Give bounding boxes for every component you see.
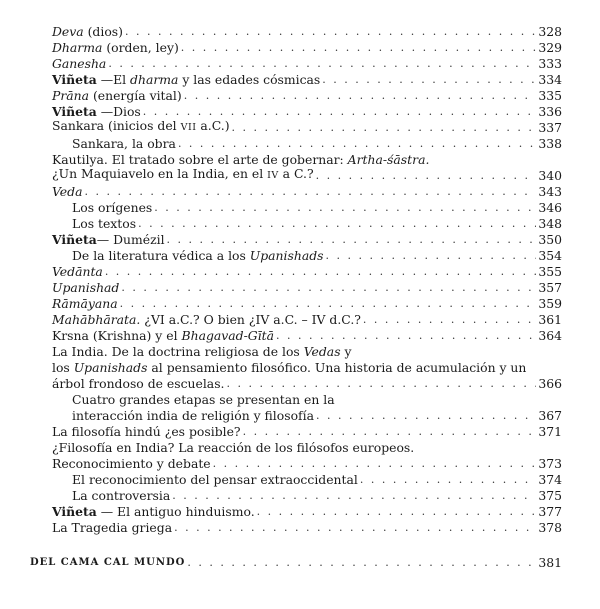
toc-entry [52,168,562,184]
page-number: 367 [538,408,562,423]
entry-title: La India. De la doctrina religiosa de los Vedas y [52,344,352,359]
toc-entry [52,56,562,72]
dot-leader [363,312,536,328]
page-number: 340 [538,168,562,183]
entry-title: Krsna (Krishna) y el Bhagavad-Gītā [52,328,275,343]
page-number: 337 [538,120,562,135]
dot-leader [184,88,537,104]
toc-entry [52,440,562,456]
toc-entry [72,408,562,424]
toc-entry [52,424,562,440]
page-number: 350 [538,232,562,247]
page-number: 373 [538,456,562,471]
page-number: 338 [538,136,562,151]
entry-title: Viñeta — El antiguo hinduismo. [52,504,255,519]
toc-entry [52,264,562,280]
dot-leader [84,184,536,200]
entry-title: Cuatro grandes etapas se presentan en la [72,392,335,407]
entry-title: interacción india de religión y filosofía [72,408,314,423]
page-number: 359 [538,296,562,311]
footer-page-number: 381 [538,555,562,570]
dot-leader [174,520,536,536]
entry-title: ¿Un Maquiavelo en la India, en el IV a C.? [52,166,314,181]
page-number: 328 [538,24,562,39]
page-number: 334 [538,72,562,87]
entry-title: Rāmāyana [52,296,118,311]
page-number: 374 [538,472,562,487]
entry-title: árbol frondoso de escuelas. [52,376,225,391]
dot-leader [243,424,537,440]
dot-leader [120,296,537,312]
entry-title: Los textos [72,216,137,231]
page-number: 371 [538,424,562,439]
dot-leader [181,40,537,56]
entry-title: Los orígenes [72,200,153,215]
dot-leader [138,216,536,232]
toc-entry [52,344,562,360]
entry-title: Mahābhārata. ¿VI a.C.? O bien ¿IV a.C. – IV d.C.? [52,312,361,327]
toc-entry [72,488,562,504]
toc-entry [52,456,562,472]
toc-entry [72,200,562,216]
dot-leader [178,136,536,152]
page-number: 366 [538,376,562,391]
entry-title: Deva (dios) [52,24,123,39]
footer-label: DEL CAMA CAL MUNDO [30,557,186,568]
dot-leader [316,408,536,424]
toc-entry [52,360,562,376]
page-number: 364 [538,328,562,343]
entry-title: La filosofía hindú ¿es posible? [52,424,241,439]
toc-entry [52,504,562,520]
dot-leader [125,24,536,40]
toc-entry [72,248,562,264]
entry-title: Viñeta —Dios [52,104,141,119]
toc-entry [52,24,562,40]
toc-entry [52,72,562,88]
page-number: 348 [538,216,562,231]
page-number: 378 [538,520,562,535]
page-number: 336 [538,104,562,119]
toc-entry [52,520,562,536]
toc-entry [52,40,562,56]
entry-title: Vedānta [52,264,103,279]
page-number: 343 [538,184,562,199]
page-number: 333 [538,56,562,71]
dot-leader [360,472,536,488]
entry-title: La Tragedia griega [52,520,173,535]
dot-leader [105,264,537,280]
toc-entry [72,392,562,408]
toc-entry [52,376,562,392]
toc-entry [52,184,562,200]
entry-title: Kautilya. El tratado sobre el arte de gobernar: Artha-śāstra. [52,152,430,167]
entry-title: El reconocimiento del pensar extraoccidental [72,472,358,487]
entry-title: Viñeta— Dumézil [52,232,165,247]
dot-leader [167,232,537,248]
page-number: 346 [538,200,562,215]
dot-leader [108,56,536,72]
page-number: 375 [538,488,562,503]
toc-entry [52,296,562,312]
dot-leader [316,168,537,184]
toc-footer-entry [30,555,562,571]
entry-title: Reconocimiento y debate [52,456,211,471]
entry-title: los Upanishads al pensamiento filosófico. Una historia de acumulación y un [52,360,527,375]
entry-title: Dharma (orden, ley) [52,40,179,55]
toc-entry [52,328,562,344]
dot-leader [227,376,537,392]
toc-entry [52,88,562,104]
dot-leader [154,200,536,216]
toc-entry [72,136,562,152]
dot-leader [187,555,536,571]
toc-entry [52,312,562,328]
dot-leader [232,120,537,136]
toc-entry [52,120,562,136]
entry-title: Prāna (energía vital) [52,88,182,103]
dot-leader [276,328,536,344]
toc-entry [52,232,562,248]
entry-title: Veda [52,184,83,199]
page-number: 357 [538,280,562,295]
entry-title: Upanishad [52,280,120,295]
dot-leader [257,504,537,520]
entry-title: Viñeta —El dharma y las edades cósmicas [52,72,321,87]
page-number: 361 [538,312,562,327]
toc-entry [72,472,562,488]
entry-title: Ganesha [52,56,107,71]
toc-entry [72,216,562,232]
page-number: 355 [538,264,562,279]
page-number: 335 [538,88,562,103]
entry-title: Sankara, la obra [72,136,176,151]
entry-title: Sankara (inicios del VII a.C.) [52,118,230,133]
page-number: 329 [538,40,562,55]
dot-leader [213,456,537,472]
dot-leader [121,280,536,296]
dot-leader [326,248,537,264]
entry-title: ¿Filosofía en India? La reacción de los filósofos europeos. [52,440,415,455]
page-number: 354 [538,248,562,263]
dot-leader [322,72,536,88]
page-number: 377 [538,504,562,519]
entry-title: De la literatura védica a los Upanishads [72,248,324,263]
entry-title: La controversia [72,488,171,503]
dot-leader [172,488,536,504]
toc-entry [52,280,562,296]
